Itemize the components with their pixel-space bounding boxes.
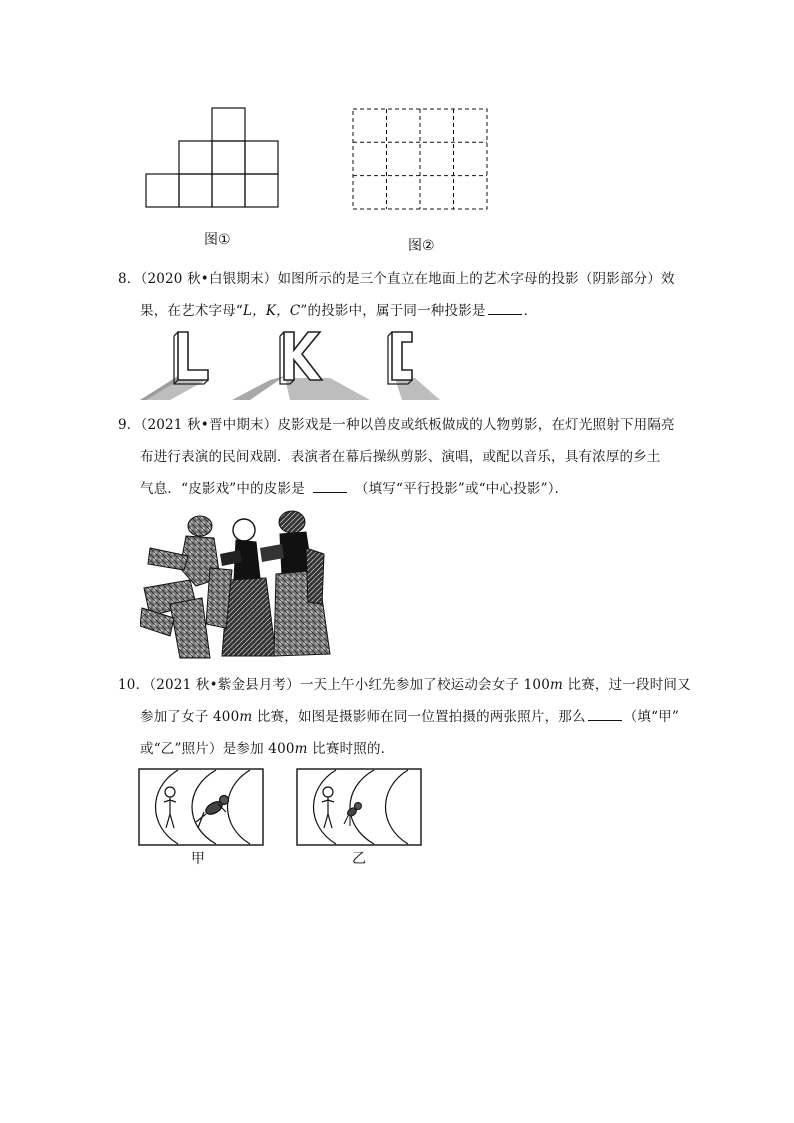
- photo-jia: [138, 768, 264, 846]
- figure-2-dashed-grid: [348, 104, 493, 214]
- q8-line1: 8．（2020 秋•白银期末）如图所示的是三个直立在地面上的艺术字母的投影（阴影部分）效: [118, 271, 675, 287]
- photo-yi-label: 乙: [352, 851, 366, 867]
- puppet-middle: [206, 519, 276, 656]
- figure-1-staircase: [140, 100, 290, 215]
- figure-2-label: 图②: [408, 238, 435, 254]
- figure-letter-shadows: [140, 326, 440, 400]
- q8-answer-blank: [488, 300, 522, 315]
- q9-answer-blank: [313, 478, 347, 493]
- letter-k: [284, 332, 322, 380]
- puppet-left: [140, 516, 220, 658]
- letter-c-shadow: [395, 378, 440, 400]
- q10-line1: [118, 670, 691, 700]
- q8-letters: L，K，C: [243, 303, 301, 319]
- q10-line2: [140, 702, 679, 732]
- q10-line2-b: 比赛，如图是摄影师在同一位置拍摄的两张照片，那么: [252, 709, 586, 725]
- q8-line2: [140, 296, 537, 326]
- q8-line2-a: 果，在艺术字母“: [140, 303, 244, 319]
- q10-line3-a: 或“乙”照片）是参加 400: [140, 741, 295, 757]
- q10-unit-2: m: [239, 709, 253, 725]
- figure-1-label: 图①: [204, 232, 231, 248]
- q10-unit-1: m: [550, 677, 564, 693]
- q9-line1: 9．（2021 秋•晋中期末）皮影戏是一种以兽皮或纸板做成的人物剪影，在灯光照射下用隔亮: [118, 417, 675, 433]
- q10-unit-3: m: [294, 741, 308, 757]
- q9-line3: [140, 474, 568, 504]
- letter-c: [392, 332, 412, 380]
- q8-line2-end: ．: [523, 303, 538, 319]
- q10-answer-blank: [588, 706, 622, 721]
- photo-jia-label: 甲: [191, 851, 205, 867]
- q10-line1-a: 10．（2021 秋•紫金县月考）一天上午小红先参加了校运动会女子 100: [118, 677, 550, 693]
- q9-line2: 布进行表演的民间戏剧．表演者在幕后操纵剪影、演唱，或配以音乐，具有浓厚的乡土: [140, 449, 661, 465]
- q9-line3-a: 气息．“皮影戏”中的皮影是: [140, 481, 305, 497]
- q9-line3-b: （填写“平行投影”或“中心投影”）．: [354, 481, 569, 497]
- figure-shadow-puppets: [140, 508, 332, 660]
- q10-line1-b: 比赛，过一段时间又: [563, 677, 691, 693]
- q10-line2-a: 参加了女子 400: [140, 709, 240, 725]
- letter-k-shadow: [285, 378, 370, 400]
- photo-yi: [296, 768, 422, 846]
- q10-line3-b: 比赛时照的．: [307, 741, 395, 757]
- q8-line2-b: ”的投影中，属于同一种投影是: [300, 303, 486, 319]
- q10-line3: [140, 734, 394, 764]
- q10-line2-c: （填“甲”: [623, 709, 679, 725]
- letter-l: [178, 332, 208, 380]
